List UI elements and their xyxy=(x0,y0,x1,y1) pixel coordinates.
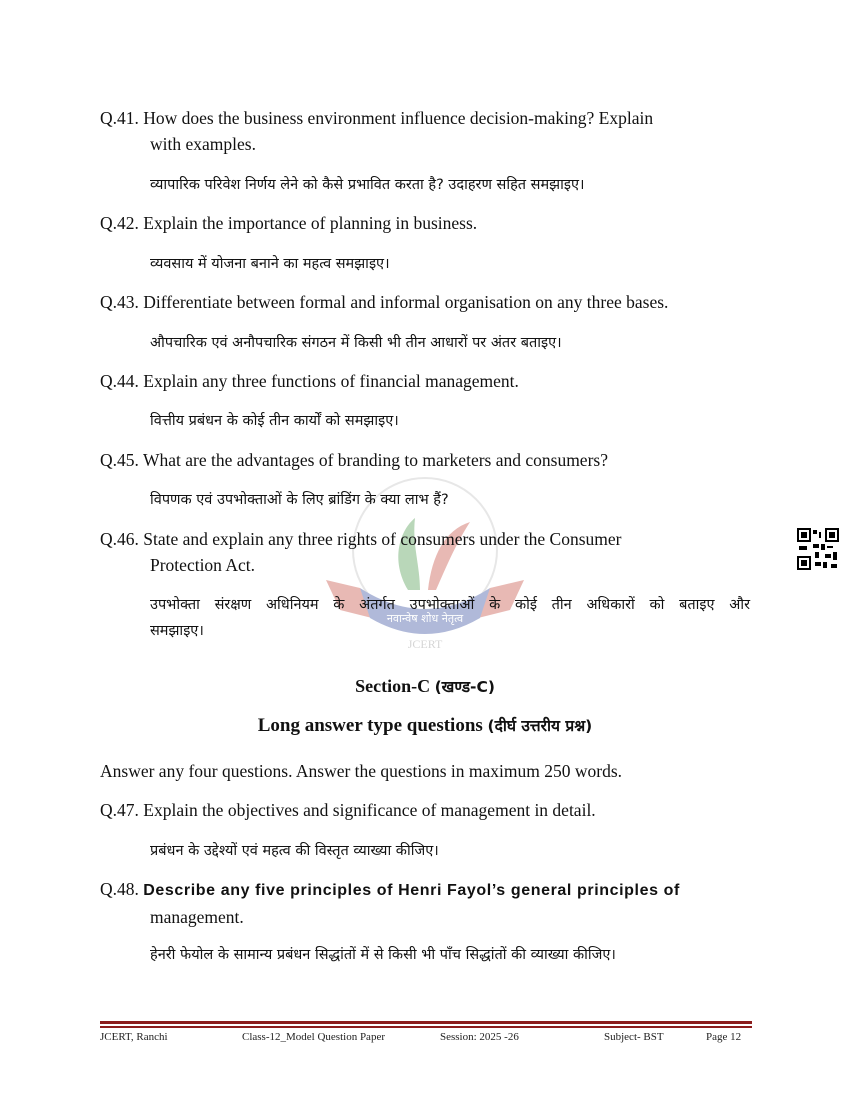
question-46 xyxy=(100,526,750,578)
question-text-line1: Explain the importance of planning in business. xyxy=(143,213,478,233)
question-47-hindi: प्रबंधन के उद्देश्यों एवं महत्व की विस्तृत व्याख्या कीजिए। xyxy=(150,843,439,859)
question-45 xyxy=(100,447,750,473)
footer-page: Page 12 xyxy=(706,1031,742,1043)
question-number: Q.42. xyxy=(100,213,139,233)
question-number: Q.41. xyxy=(100,108,139,128)
footer-org: JCERT, Ranchi xyxy=(100,1031,168,1043)
question-41-hindi: व्यापारिक परिवेश निर्णय लेने को कैसे प्रभावित करता है? उदाहरण सहित समझाइए। xyxy=(150,177,585,193)
question-text-line1: Explain any three functions of financial management. xyxy=(143,371,519,391)
question-44 xyxy=(100,368,750,394)
footer-rule-thick xyxy=(100,1021,752,1024)
footer-paper: Class-12_Model Question Paper xyxy=(242,1031,385,1043)
question-text-line2: management. xyxy=(150,907,244,927)
question-text-line2: Protection Act. xyxy=(150,555,255,575)
section-c-subtitle: Long answer type questions (दीर्घ उत्तरीय प्रश्न) xyxy=(257,715,593,736)
question-47 xyxy=(100,797,750,823)
question-41 xyxy=(100,105,750,157)
question-48-hindi: हेनरी फेयोल के सामान्य प्रबंधन सिद्धांतों में से किसी भी पाँच सिद्धांतों की व्याख्या कीजिए। xyxy=(150,947,616,963)
footer-subject: Subject- BST xyxy=(604,1031,664,1043)
question-text-line1: State and explain any three rights of consumers under the Consumer xyxy=(143,529,622,549)
question-number: Q.45. xyxy=(100,450,139,470)
question-42 xyxy=(100,210,750,236)
question-43 xyxy=(100,289,750,315)
question-text-line1: Differentiate between formal and informal organisation on any three bases. xyxy=(143,292,669,312)
question-text-line1: What are the advantages of branding to marketers and consumers? xyxy=(142,450,608,470)
question-text-line1: How does the business environment influence decision-making? Explain xyxy=(143,108,654,128)
section-c-instruction: Answer any four questions. Answer the questions in maximum 250 words. xyxy=(100,761,623,781)
question-number: Q.46. xyxy=(100,529,139,549)
watermark-motto: नवान्वेष शोध नेतृत्व xyxy=(386,612,464,625)
question-46-hindi-line1: उपभोक्ता संरक्षण अधिनियम के अंतर्गत उपभोक्ताओं के कोई तीन अधिकारों को बताइए और xyxy=(150,597,750,613)
footer-session: Session: 2025 -26 xyxy=(440,1031,519,1043)
question-number: Q.43. xyxy=(100,292,139,312)
question-number: Q.47. xyxy=(100,800,139,820)
question-48 xyxy=(100,876,750,930)
question-46-hindi-line2: समझाइए। xyxy=(150,623,204,639)
footer-rule-thin xyxy=(100,1026,752,1028)
question-number: Q.48. xyxy=(100,879,139,899)
section-c-title: Section-C (खण्ड-C) xyxy=(355,676,495,696)
question-44-hindi: वित्तीय प्रबंधन के कोई तीन कार्यों को समझाइए। xyxy=(150,413,399,429)
watermark-label: JCERT xyxy=(407,637,443,651)
qr-code[interactable] xyxy=(797,528,839,570)
question-number: Q.44. xyxy=(100,371,139,391)
question-text-line2: with examples. xyxy=(150,134,256,154)
question-43-hindi: औपचारिक एवं अनौपचारिक संगठन में किसी भी तीन आधारों पर अंतर बताइए। xyxy=(150,335,562,351)
question-text-line1: Describe any five principles of Henri Fayol’s general principles of xyxy=(143,882,680,899)
question-42-hindi: व्यवसाय में योजना बनाने का महत्व समझाइए। xyxy=(150,256,390,272)
question-text-line1: Explain the objectives and significance of management in detail. xyxy=(143,800,596,820)
question-45-hindi: विपणक एवं उपभोक्ताओं के लिए ब्रांडिंग के क्या लाभ हैं? xyxy=(150,492,449,508)
